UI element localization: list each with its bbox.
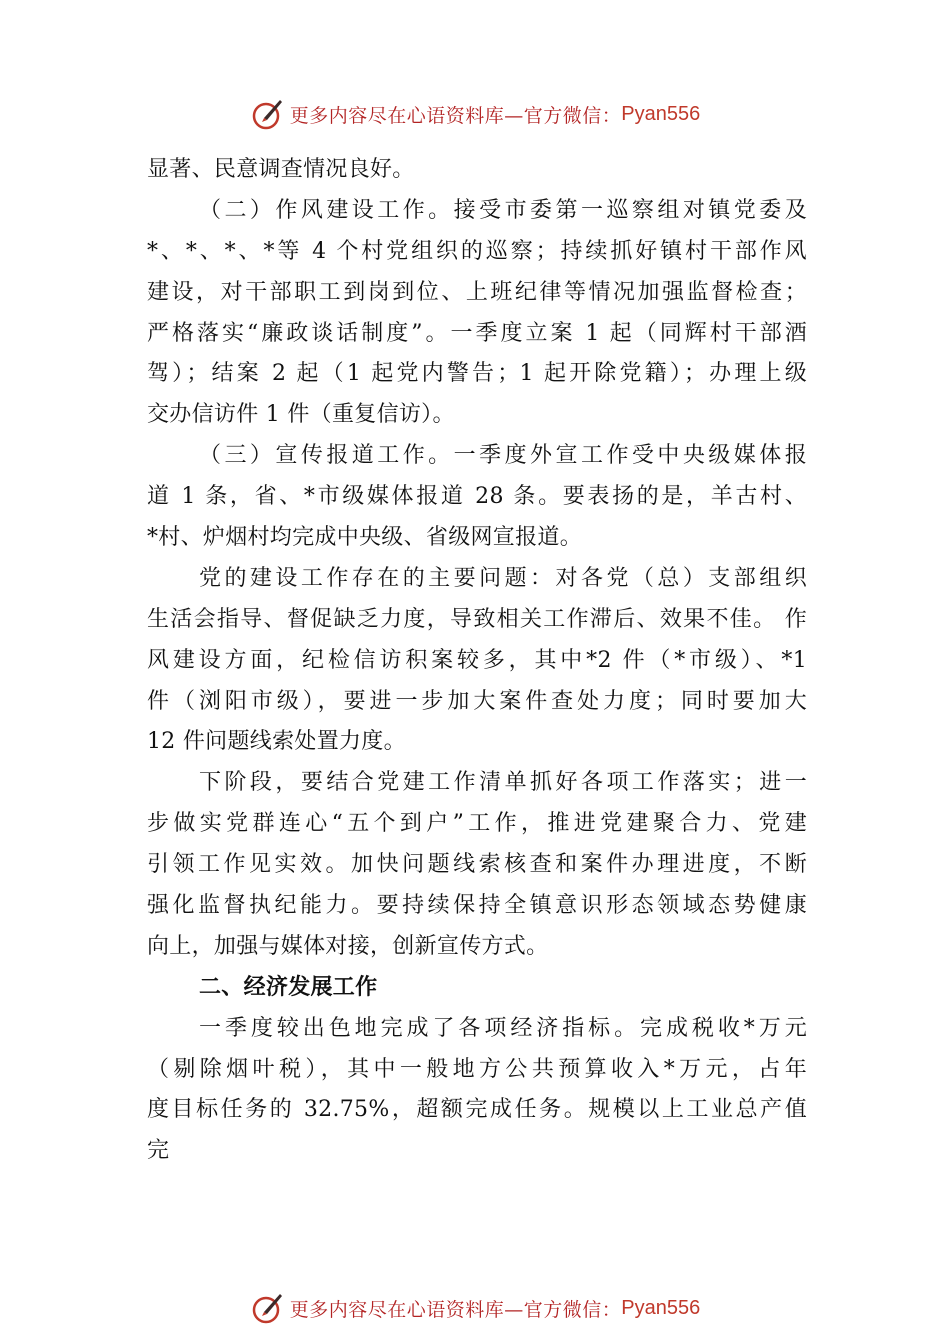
text-line: *、*、*、*等 4 个村党组织的巡察；持续抓好镇村干部作风: [147, 238, 807, 264]
text-line: 下阶段，要结合党建工作清单抓好各项工作落实；进一: [199, 770, 807, 796]
watermark-banner-top: [0, 94, 950, 134]
text-line: 强化监督执纪能力。要持续保持全镇意识形态领域态势健康: [147, 893, 807, 919]
text-line: 建设，对干部职工到岗到位、上班纪律等情况加强监督检查；: [147, 279, 807, 305]
text-line: （三）宣传报道工作。一季度外宣工作受中央级媒体报: [199, 443, 807, 469]
text-line: （剔除烟叶税），其中一般地方公共预算收入*万元，占年: [147, 1056, 807, 1082]
text-line: 向上，加强与媒体对接，创新宣传方式。: [147, 933, 549, 959]
text-line: 显著、民意调查情况良好。: [147, 157, 415, 182]
text-line: *村、炉烟村均完成中央级、省级网宣报道。: [147, 525, 583, 551]
text-line: 度目标任务的 32.75%，超额完成任务。规模以上工业总产值: [147, 1097, 807, 1123]
text-line: 生活会指导、督促缺乏力度，导致相关工作滞后、效果不佳。 作: [147, 606, 807, 632]
text-line: （二）作风建设工作。接受市委第一巡察组对镇党委及: [199, 197, 807, 223]
text-line: 交办信访件 1 件（重复信访）。: [147, 402, 455, 428]
text-line: 引领工作见实效。加快问题线索核查和案件办理进度，不断: [147, 852, 807, 878]
watermark-id: Pyan556: [621, 1296, 701, 1319]
text-line: 党的建设工作存在的主要问题：对各党（总）支部组织: [199, 565, 807, 591]
quill-pen-logo-icon: [250, 96, 286, 132]
text-line: 道 1 条，省、*市级媒体报道 28 条。要表扬的是，羊古村、: [147, 484, 807, 510]
document-body: [147, 150, 807, 1172]
watermark-id: Pyan556: [621, 102, 701, 125]
watermark-text: 更多内容尽在心语资料库—官方微信：: [289, 104, 622, 127]
quill-pen-logo-icon: [250, 1290, 286, 1326]
text-line: 完: [147, 1138, 170, 1164]
text-line: 严格落实“廉政谈话制度”。一季度立案 1 起（同辉村干部酒: [147, 320, 807, 346]
text-line: 风建设方面，纪检信访积案较多，其中*2 件（*市级）、*1: [147, 647, 807, 673]
text-line: 件（浏阳市级），要进一步加大案件查处力度；同时要加大: [147, 688, 807, 714]
watermark-banner-bottom: [0, 1288, 950, 1328]
text-line: 一季度较出色地完成了各项经济指标。完成税收*万元: [199, 1015, 807, 1041]
text-line: 驾）；结案 2 起（1 起党内警告；1 起开除党籍）；办理上级: [147, 361, 807, 387]
text-line: 步做实党群连心“五个到户”工作，推进党建聚合力、党建: [147, 811, 807, 837]
section-heading: 二、经济发展工作: [199, 974, 378, 1000]
text-line: 12 件问题线索处置力度。: [147, 729, 406, 755]
watermark-text: 更多内容尽在心语资料库—官方微信：: [289, 1298, 622, 1321]
